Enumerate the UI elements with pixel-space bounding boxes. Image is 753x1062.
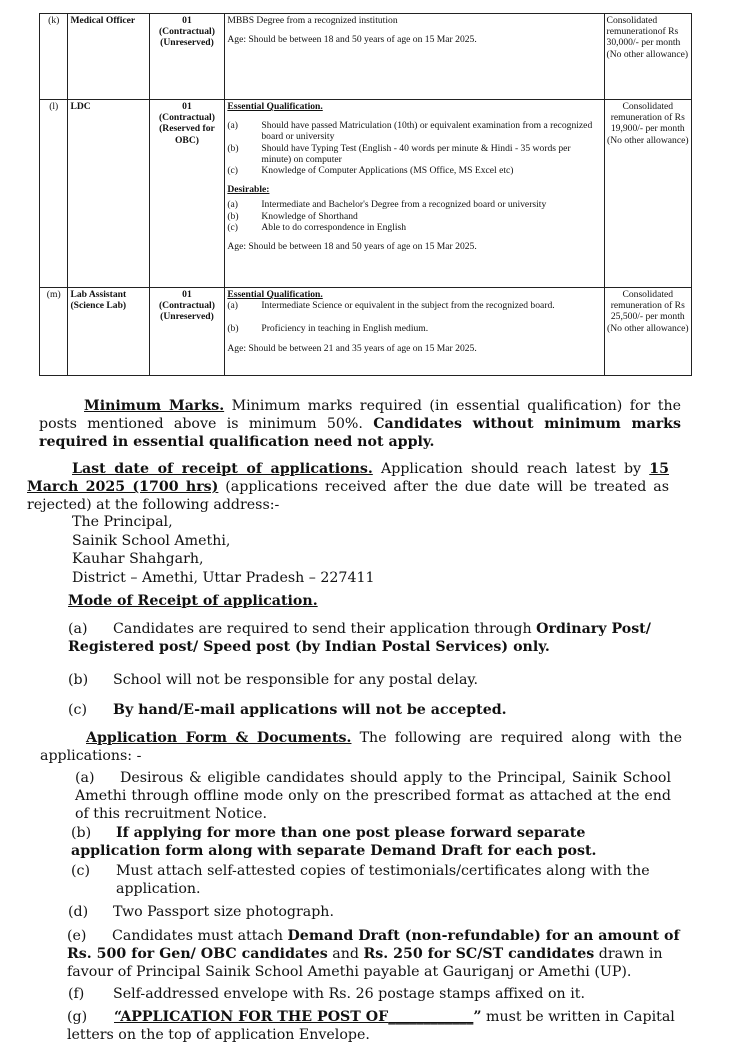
row-vacancy — [149, 100, 225, 288]
minimum-marks-heading: Minimum Marks. — [84, 398, 225, 414]
forms-item-c: (c) Must attach self-attested copies of testimonials/certificates along with the application. — [71, 863, 650, 897]
vacancy-type: (Contractual) — [158, 112, 215, 124]
vacancy-type: (Contractual) — [158, 300, 215, 312]
row-pay: Consolidated remuneration of Rs 25,500/- per month (No other allowance) — [604, 288, 691, 376]
list-item: (b) Proficiency in teaching in English medium. — [227, 323, 429, 335]
mode-item-b: (b) School will not be responsible for any postal delay. — [68, 672, 479, 688]
address-line: The Principal, — [72, 514, 173, 530]
table-row — [40, 14, 692, 100]
row-post: Lab Assistant (Science Lab) — [68, 288, 149, 376]
row-sn: (l) — [40, 100, 68, 288]
address-line: Sainik School Amethi, — [72, 532, 231, 549]
table-row — [40, 100, 692, 288]
essential-heading: Essential Qualification. — [227, 289, 323, 300]
row-vacancy — [149, 288, 225, 376]
address-block — [72, 513, 375, 587]
row-post: LDC — [68, 100, 149, 288]
last-date-value: 15 March 2025 (1700 hrs) — [27, 461, 669, 495]
vacancy-category: (Unreserved) — [160, 311, 214, 323]
list-item: (a) Intermediate and Bachelor's Degree from a recognized board or university — [227, 199, 547, 211]
list-item: (c) Able to do correspondence in English — [227, 221, 407, 233]
desirable-heading: Desirable: — [227, 184, 270, 196]
row-vacancy — [149, 14, 225, 100]
last-date-para: Last date of receipt of applications. Application should reach latest by 15 March 2025 (1700 hrs) (applications received after the due date will be treated as rejected) at the following address:- — [27, 461, 669, 513]
row-pay: Consolidated remuneration of Rs 19,900/- per month (No other allowance) — [604, 100, 691, 288]
address-line: Kauhar Shahgarh, — [72, 551, 204, 567]
forms-heading: Application Form & Documents. — [86, 730, 352, 746]
age-text: Age: Should be between 21 and 35 years of age on 15 Mar 2025. — [227, 342, 477, 354]
age-text: Age: Should be between 18 and 50 years of age on 15 Mar 2025. — [227, 241, 477, 253]
mode-heading: Mode of Receipt of application. — [68, 593, 318, 609]
table-row — [40, 288, 692, 376]
last-date-heading: Last date of receipt of applications. — [72, 461, 373, 477]
forms-item-e: (e) Candidates must attach Demand Draft (non-refundable) for an amount of Rs. 500 for Gen/ OBC candidates and Rs. 250 for SC/ST candidates drawn in favour of Principal Sainik School Amethi payable at Gauriganj or Amethi (UP). — [67, 928, 680, 980]
qualification-text: MBBS Degree from a recognized institution — [227, 15, 398, 26]
row-pay: Consolidated remunerationof Rs 30,000/- per month (No other allowance) — [604, 14, 691, 100]
vacancy-category: (Unreserved) — [160, 37, 214, 49]
row-sn: (k) — [40, 14, 68, 100]
posts-table — [39, 13, 692, 376]
forms-item-g: (g) “APPLICATION FOR THE POST OF____________” must be written in Capital letters on the top of application Envelope. — [67, 1009, 675, 1043]
list-item: (b) Knowledge of Shorthand — [227, 210, 358, 222]
list-item: (b) Should have Typing Test (English - 40 words per minute & Hindi - 35 words per minute) on computer — [227, 142, 571, 165]
forms-item-d: (d) Two Passport size photograph. — [68, 904, 334, 920]
vacancy-count: 01 — [182, 15, 192, 26]
mode-item-a: (a) Candidates are required to send their application through Ordinary Post/ Registered post/ Speed post (by Indian Postal Services) only. — [68, 621, 651, 655]
forms-item-a: (a) Desirous & eligible candidates should apply to the Principal, Sainik School Amethi through offline mode only on the prescribed format as attached at the end of this recruitment Notice. — [75, 770, 671, 822]
forms-item-f: (f) Self-addressed envelope with Rs. 26 postage stamps affixed on it. — [68, 986, 585, 1002]
list-item: (a) Intermediate Science or equivalent in the subject from the recognized board. — [227, 300, 555, 312]
row-qualification — [225, 14, 604, 100]
vacancy-category: (Reserved for OBC) — [159, 123, 215, 146]
row-post: Medical Officer — [68, 14, 149, 100]
forms-item-b: (b) If applying for more than one post please forward separate application form along with separate Demand Draft for each post. — [71, 825, 597, 859]
row-sn: (m) — [40, 288, 68, 376]
row-qualification — [225, 100, 604, 288]
vacancy-type: (Contractual) — [158, 26, 215, 38]
mode-item-c: (c) By hand/E-mail applications will not be accepted. — [68, 702, 507, 718]
address-line: District – Amethi, Uttar Pradesh – 227411 — [72, 569, 375, 586]
essential-heading: Essential Qualification. — [227, 101, 323, 112]
minimum-marks-para: Minimum Marks. Minimum marks required (in essential qualification) for the posts mentioned above is minimum 50%. Candidates without minimum marks required in essential qualification need not apply. — [39, 398, 681, 450]
row-qualification — [225, 288, 604, 376]
vacancy-count: 01 — [182, 101, 192, 112]
forms-para: Application Form & Documents. The following are required along with the applications: - — [40, 730, 683, 764]
vacancy-count: 01 — [182, 289, 192, 300]
age-text: Age: Should be between 18 and 50 years of age on 15 Mar 2025. — [227, 34, 477, 46]
list-item: (c) Knowledge of Computer Applications (MS Office, MS Excel etc) — [227, 165, 514, 177]
minimum-marks-note: Candidates without minimum marks required in essential qualification need not apply. — [39, 416, 681, 450]
list-item: (a) Should have passed Matriculation (10th) or equivalent examination from a recognized board or university — [227, 120, 593, 143]
